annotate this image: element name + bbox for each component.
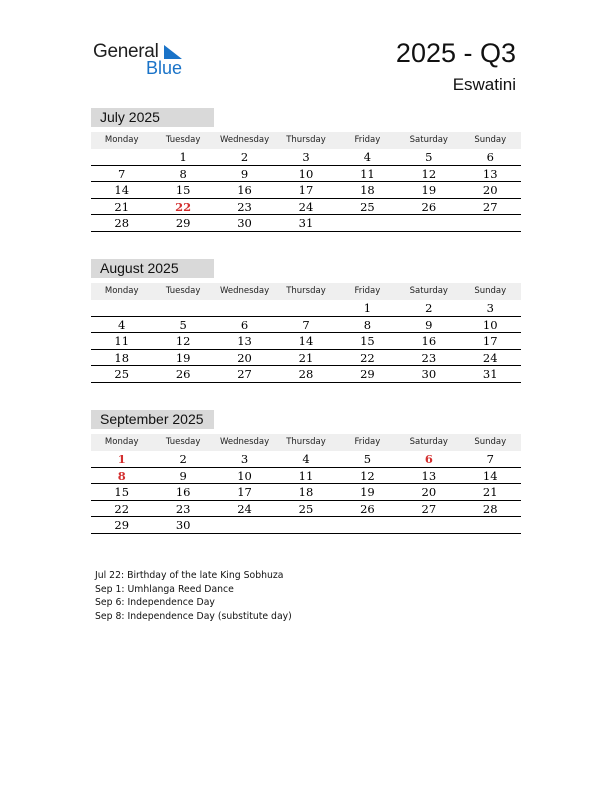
day-cell: 11	[114, 334, 130, 349]
weekday-label: Thursday	[286, 286, 326, 296]
day-cell: 8	[179, 166, 187, 181]
month-label: August 2025	[91, 259, 214, 278]
empty-day-cell	[337, 215, 398, 231]
day-cell: 14	[114, 183, 130, 198]
day-cell: 8	[117, 468, 126, 483]
day-cell: 22	[360, 350, 375, 365]
day-cell: 29	[114, 518, 130, 533]
day-cell: 30	[421, 367, 437, 382]
empty-day-cell	[275, 300, 336, 316]
day-cell: 26	[421, 199, 437, 214]
day-cell: 27	[237, 367, 252, 382]
day-cell: 14	[298, 334, 314, 349]
day-cell: 20	[421, 485, 437, 500]
weekday-label: Tuesday	[165, 135, 201, 145]
weekday-label: Friday	[354, 286, 381, 296]
day-cell: 18	[114, 350, 130, 365]
page-title: 2025 - Q3	[395, 38, 516, 68]
day-cell: 18	[360, 183, 375, 198]
day-cell: 27	[482, 199, 498, 214]
day-cell: 31	[482, 367, 498, 382]
week-row	[91, 517, 521, 534]
weekday-label: Friday	[354, 135, 381, 145]
empty-day-cell	[460, 215, 521, 231]
holiday-note: Sep 6: Independence Day	[95, 597, 215, 609]
weekday-label: Saturday	[409, 286, 448, 296]
week-row	[91, 182, 521, 199]
day-cell: 3	[240, 452, 249, 466]
day-cell: 23	[237, 199, 252, 214]
day-cell: 9	[179, 468, 187, 483]
day-cell: 1	[179, 150, 187, 164]
month-label: July 2025	[91, 108, 214, 127]
day-cell: 25	[114, 367, 130, 382]
week-row	[91, 333, 521, 350]
day-cell: 3	[302, 150, 310, 164]
weekday-header	[91, 434, 521, 451]
day-cell: 16	[175, 485, 191, 500]
week-row	[91, 468, 521, 485]
day-cell: 17	[482, 334, 498, 349]
weekday-label: Thursday	[286, 437, 326, 447]
day-cell: 28	[298, 367, 314, 382]
country-name: Eswatini	[452, 75, 516, 94]
weekday-label: Wednesday	[219, 135, 270, 145]
day-cell: 5	[179, 317, 187, 332]
week-row	[91, 149, 521, 166]
empty-day-cell	[398, 215, 459, 231]
weekday-label: Wednesday	[219, 437, 270, 447]
weekday-label: Tuesday	[165, 286, 201, 296]
day-cell: 24	[298, 199, 314, 214]
day-cell: 7	[486, 452, 494, 466]
day-cell: 27	[421, 501, 437, 516]
week-row	[91, 317, 521, 334]
empty-day-cell	[91, 300, 152, 316]
day-cell: 9	[240, 166, 249, 181]
month-label: September 2025	[91, 410, 214, 429]
day-cell: 10	[298, 166, 314, 181]
holiday-note: Jul 22: Birthday of the late King Sobhuza	[95, 570, 284, 581]
day-cell: 20	[237, 350, 252, 365]
day-cell: 6	[240, 317, 249, 332]
day-cell: 5	[363, 452, 372, 466]
day-cell: 29	[175, 216, 191, 231]
day-cell: 25	[360, 199, 375, 214]
day-cell: 6	[424, 452, 433, 466]
day-cell: 24	[482, 350, 498, 365]
day-cell: 17	[237, 485, 252, 500]
day-cell: 22	[175, 199, 192, 214]
week-row	[91, 215, 521, 232]
day-cell: 16	[237, 183, 252, 198]
day-cell: 3	[486, 301, 494, 315]
week-row	[91, 199, 521, 216]
logo-blue-text: Blue	[146, 58, 183, 78]
weekday-label: Wednesday	[219, 286, 270, 296]
day-cell: 15	[175, 183, 191, 198]
day-cell: 24	[237, 501, 252, 516]
day-cell: 19	[421, 183, 437, 198]
day-cell: 30	[175, 518, 191, 533]
day-cell: 21	[114, 199, 130, 214]
day-cell: 21	[298, 350, 314, 365]
week-row	[91, 501, 521, 518]
holiday-note: Sep 1: Umhlanga Reed Dance	[95, 583, 234, 595]
day-cell: 10	[237, 468, 252, 483]
empty-day-cell	[214, 517, 275, 533]
week-row	[91, 166, 521, 183]
empty-day-cell	[91, 149, 152, 165]
weekday-label: Monday	[104, 286, 139, 296]
day-cell: 4	[118, 317, 126, 332]
day-cell: 12	[175, 334, 191, 349]
day-cell: 9	[425, 317, 433, 332]
day-cell: 23	[421, 350, 437, 365]
day-cell: 14	[482, 468, 498, 483]
logo-general-text: General	[93, 41, 159, 62]
day-cell: 28	[482, 501, 498, 516]
day-cell: 15	[360, 334, 375, 349]
week-row	[91, 451, 521, 468]
day-cell: 18	[298, 485, 314, 500]
day-cell: 2	[240, 150, 249, 164]
weekday-label: Monday	[104, 135, 139, 145]
day-cell: 21	[482, 485, 498, 500]
weekday-label: Tuesday	[165, 437, 201, 447]
weekday-label: Friday	[354, 437, 381, 447]
weekday-label: Saturday	[409, 135, 448, 145]
weekday-label: Saturday	[409, 437, 448, 447]
day-cell: 12	[421, 166, 437, 181]
day-cell: 15	[114, 485, 130, 500]
day-cell: 4	[302, 452, 310, 466]
weekday-label: Sunday	[474, 286, 507, 296]
day-cell: 26	[175, 367, 191, 382]
empty-day-cell	[460, 517, 521, 533]
day-cell: 23	[175, 501, 191, 516]
month-july	[91, 108, 521, 232]
day-cell: 2	[425, 301, 433, 315]
day-cell: 16	[421, 334, 437, 349]
empty-day-cell	[337, 517, 398, 533]
day-cell: 10	[482, 317, 498, 332]
day-cell: 2	[179, 452, 187, 466]
day-cell: 1	[363, 301, 372, 315]
weekday-label: Sunday	[474, 437, 507, 447]
day-cell: 7	[118, 166, 126, 181]
day-cell: 26	[360, 501, 375, 516]
holiday-note: Sep 8: Independence Day (substitute day)	[95, 610, 292, 622]
weekday-label: Monday	[104, 437, 139, 447]
day-cell: 28	[114, 216, 130, 231]
day-cell: 1	[117, 452, 126, 466]
holiday-notes	[95, 569, 292, 623]
day-cell: 20	[482, 183, 498, 198]
day-cell: 22	[114, 501, 130, 516]
weekday-label: Sunday	[474, 135, 507, 145]
day-cell: 19	[360, 485, 375, 500]
day-cell: 6	[486, 150, 494, 164]
day-cell: 5	[425, 150, 433, 164]
month-september	[91, 410, 521, 534]
empty-day-cell	[214, 300, 275, 316]
day-cell: 11	[298, 468, 314, 483]
weekday-header	[91, 132, 521, 149]
day-cell: 31	[298, 216, 314, 231]
weekday-header	[91, 283, 521, 300]
week-row	[91, 366, 521, 383]
logo	[93, 41, 193, 77]
week-row	[91, 350, 521, 367]
week-row	[91, 300, 521, 317]
day-cell: 13	[421, 468, 437, 483]
month-august	[91, 259, 521, 383]
day-cell: 11	[360, 166, 375, 181]
day-cell: 29	[360, 367, 375, 382]
day-cell: 17	[298, 183, 314, 198]
day-cell: 12	[360, 468, 375, 483]
day-cell: 7	[302, 317, 310, 332]
day-cell: 30	[237, 216, 252, 231]
weekday-label: Thursday	[286, 135, 326, 145]
empty-day-cell	[152, 300, 213, 316]
day-cell: 13	[482, 166, 498, 181]
day-cell: 4	[363, 150, 372, 164]
empty-day-cell	[275, 517, 336, 533]
day-cell: 19	[175, 350, 191, 365]
day-cell: 25	[298, 501, 314, 516]
empty-day-cell	[398, 517, 459, 533]
day-cell: 8	[363, 317, 372, 332]
day-cell: 13	[237, 334, 252, 349]
week-row	[91, 484, 521, 501]
